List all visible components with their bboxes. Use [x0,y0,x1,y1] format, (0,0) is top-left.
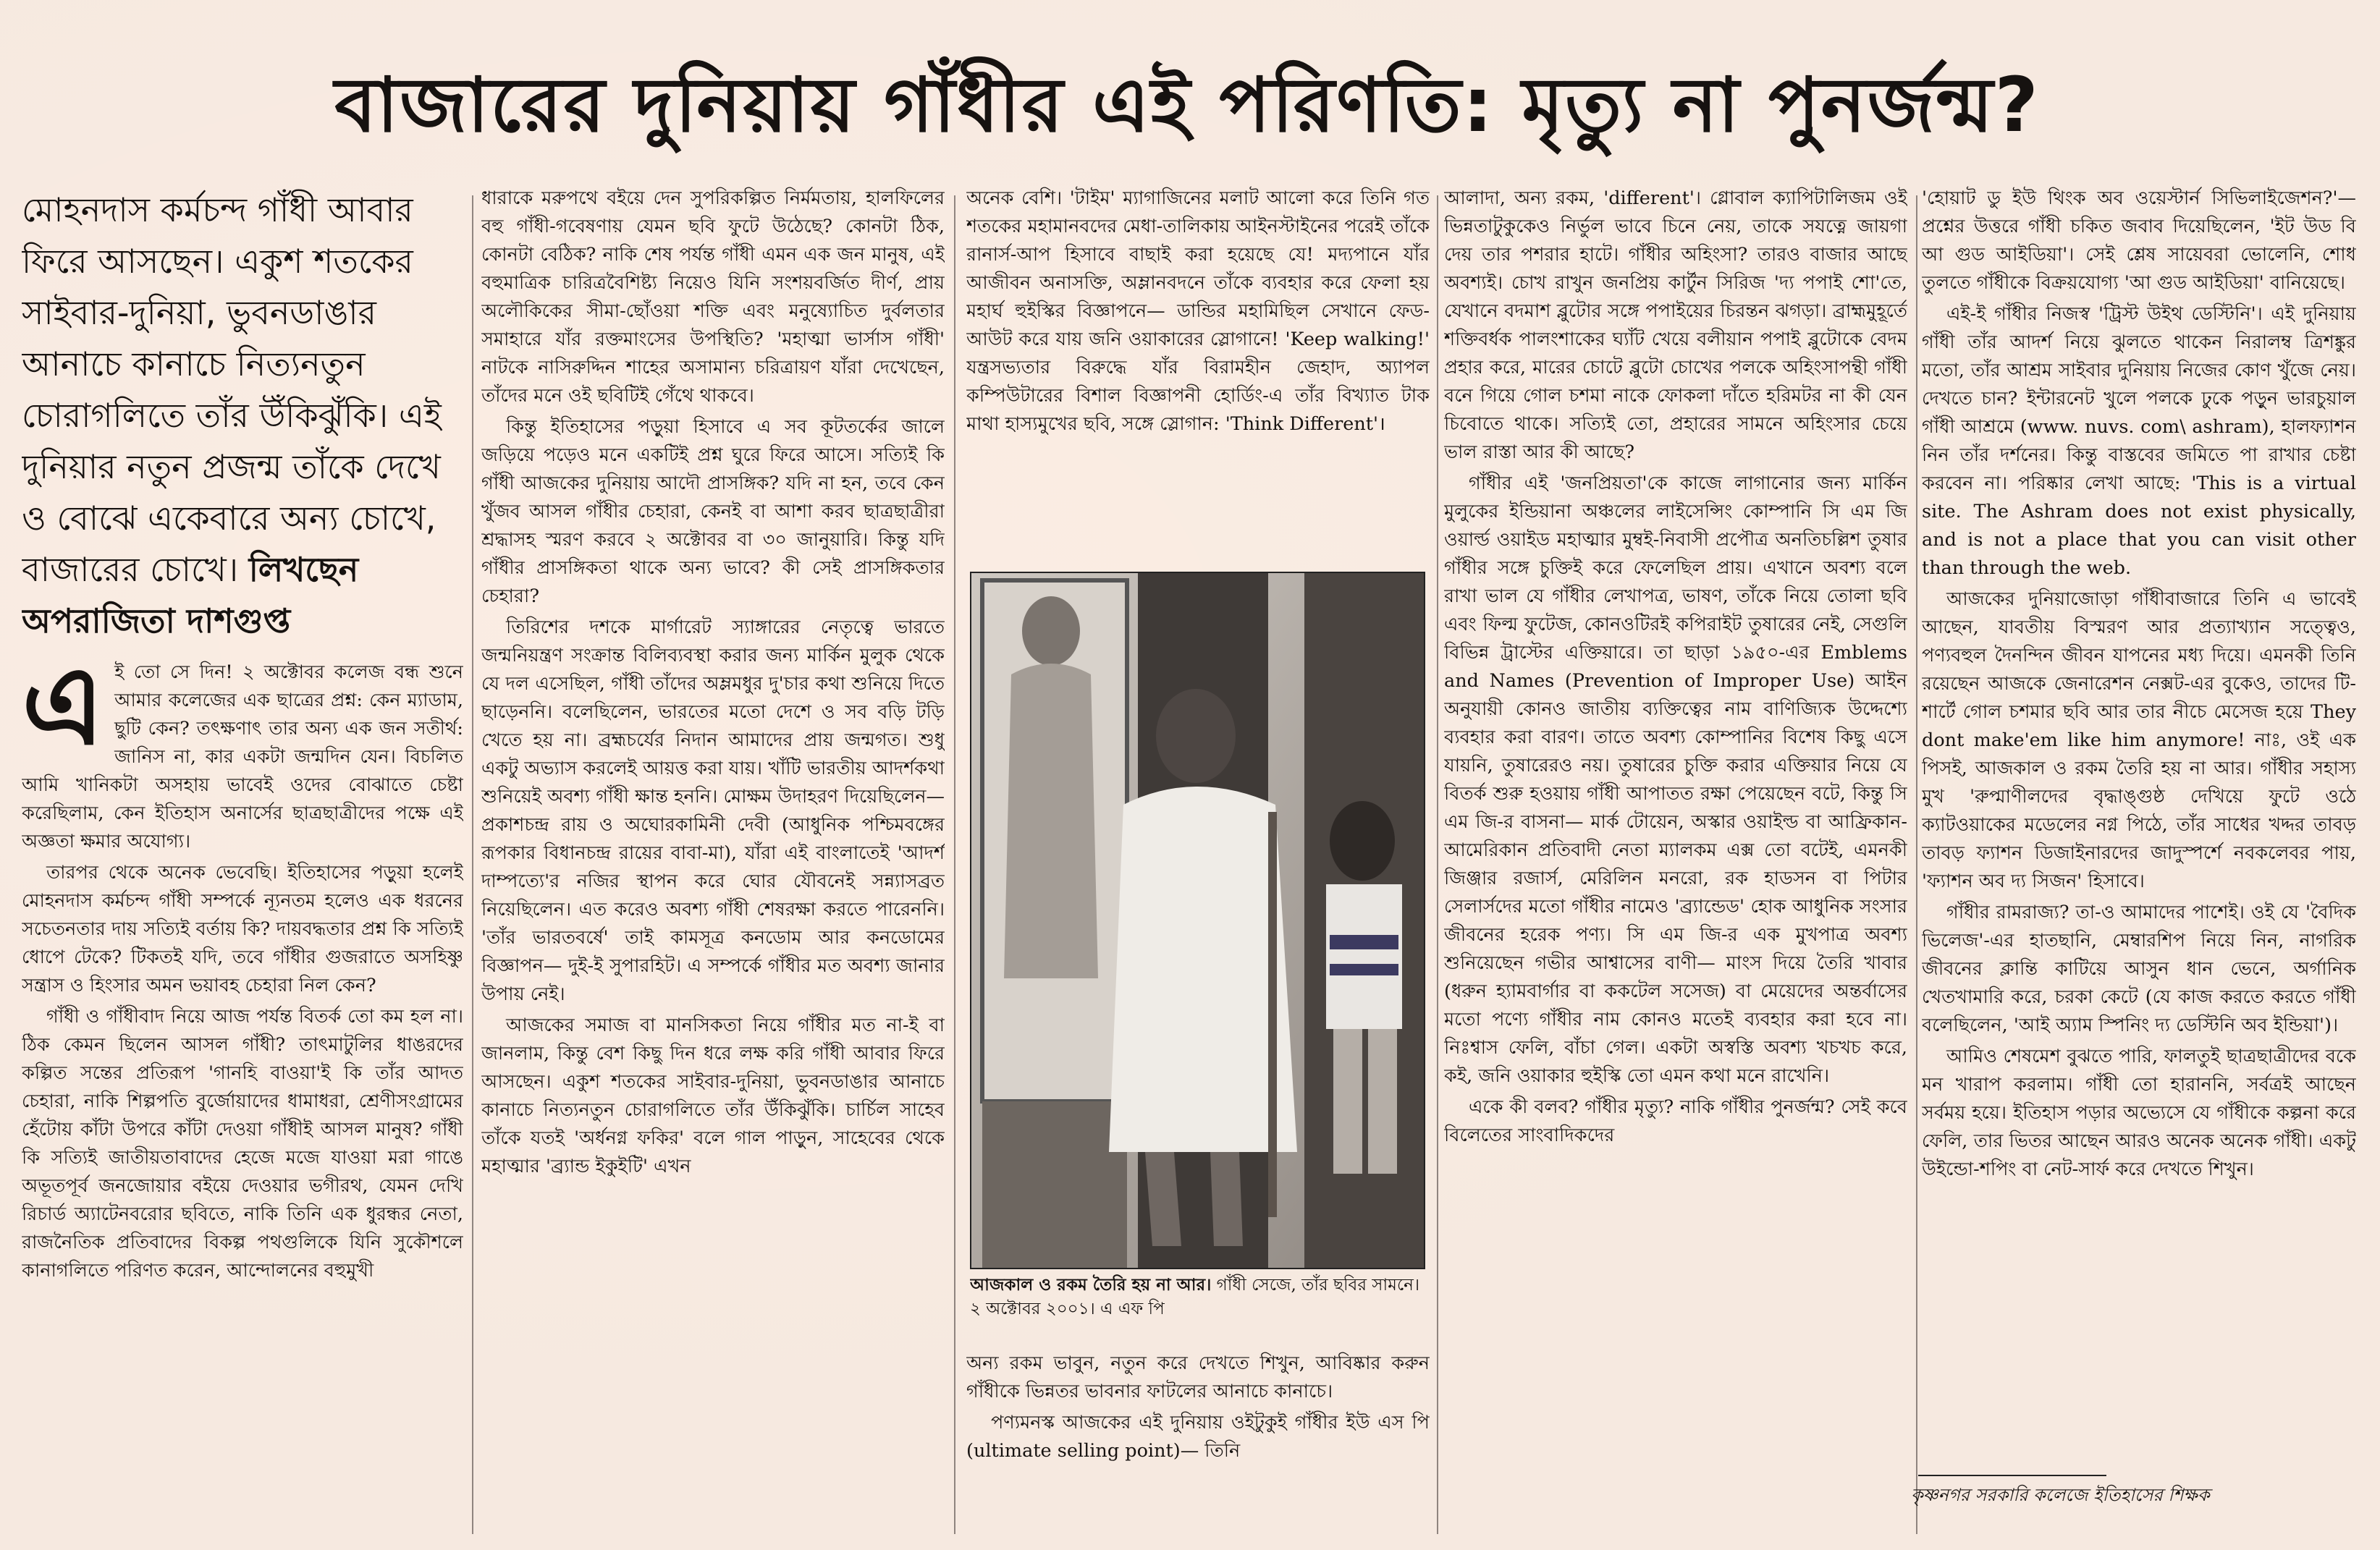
drop-cap: এ [22,643,105,769]
paragraph: গাঁধী ও গাঁধীবাদ নিয়ে আজ পর্যন্ত বিতর্ক তো কম হল না। ঠিক কেমন ছিলেন আসল গাঁধী? তাৎমাটুলির ধাঙরদের কল্পিত সন্তের প্রতিরূপ 'গানহি বাওয়া'ই কি তাঁর আদত চেহারা, নাকি শিল্পপতি বুর্জোয়াদের ধামাধরা, শ্রেণীসংগ্রামের হেঁটোয় কাঁটা উপরে কাঁটা দেওয়া গাঁধীই আসল মানুষ? গাঁধী কি সত্যিই জাতীয়তাবাদের হেজে মজে যাওয়া মরা গাঙে অভূতপূর্ব জনজোয়ার বইয়ে দেওয়ার ভগীরথ, যেমন দেখি রিচার্ড অ্যাটেনবরোর ছবিতে, নাকি তিনি এক ধুরন্ধর নেতা, রাজনৈতিক প্রতিবাদের বিকল্প পথগুলিকে যিনি সুকৌশলে কানাগলিতে পরিণত করেন, আন্দোলনের বহুমুখী [22,1006,463,1282]
paragraph: গাঁধীর এই 'জনপ্রিয়তা'কে কাজে লাগানোর জন্য মার্কিন মুলুকের ইন্ডিয়ানা অঞ্চলের লাইসেন্সিং কোম্পানি সি এম জি ওয়ার্ল্ড ওয়াইড মহাত্মার মুম্বই-নিবাসী প্রপৌত্র অনতিচল্লিশ তুষার গাঁধীর সঙ্গে চুক্তিই করে ফেলেছিল প্রায়। এখানে অবশ্য বলে রাখা ভাল যে গাঁধীর লেখাপত্র, ভাষণ, তাঁকে নিয়ে তোলা ছবি এবং ফিল্ম ফুটেজ, কোনওটিরই কপিরাইট তুষারের নেই, সেগুলি বিভিন্ন ট্রাস্টের এক্তিয়ারে। তা ছাড়া ১৯৫০-এর Emblems and Names (Prevention of Improper Use) আইন অনুযায়ী কোনও জাতীয় ব্যক্তিত্বের নাম বাণিজ্যিক উদ্দেশ্যে ব্যবহার করা বারণ। তাতে অবশ্য কোম্পানির বিশেষ কিছু এসে যায়নি, তুষারেরও নয়। তুষারের চুক্তি করার এক্তিয়ার নিয়ে যে বিতর্ক শুরু হওয়ায় গাঁধী আপাতত রক্ষা পেয়েছেন বটে, কিন্তু সি এম জি-র বাসনা— মার্ক টোয়েন, অস্কার ওয়াইল্ড বা আফ্রিকান-আমেরিকান প্রতিবাদী নেতা ম্যালকম এক্স তো বটেই, এমনকী জিঞ্জার রজার্স, মেরিলিন মনরো, রক হাডসন বা পিটার সেলার্সদের মতো গাঁধীর নামেও 'ব্র্যান্ডেড' হোক আধুনিক সংসার জীবনের হরেক পণ্য। সি এম জি-র এক মুখপাত্র অবশ্য শুনিয়েছেন গভীর আশ্বাসের বাণী— মাংস দিয়ে তৈরি খাবার (ধরুন হ্যামবার্গার বা ককটেল সসেজ) বা মেয়েদের অন্তর্বাসের মতো পণ্যে গাঁধীর নাম কোনও মতেই ব্যবহার করা হবে না। নিঃশ্বাস ফেলি, বাঁচা গেল। একটা অস্বস্তি অবশ্য খচখচ করে, কই, জনি ওয়াকার হুইস্কি তো এমন কথা মনে রাখেনি। [1444,473,1907,1087]
paragraph: এই-ই গাঁধীর নিজস্ব 'ট্রিস্ট উইথ ডেস্টিনি'। এই দুনিয়ায় গাঁধী তাঁর আদর্শ নিয়ে ঝুলতে থাকেন নিরালম্ব ত্রিশঙ্কুর মতো, তাঁর আশ্রম সাইবার দুনিয়ায় নিজের কোণ খুঁজে নেয়। দেখতে চান? ইন্টারনেট খুলে পলকে ঢুকে পড়ুন ভারচুয়াল গাঁধী আশ্রমে (www. nuvs. com\ ashram), হালফ্যাশন নিন তাঁর দর্শনের। কিন্তু বাস্তবের জমিতে পা রাখার চেষ্টা করবেন না। পরিষ্কার লেখা আছে: 'This is a virtual site. The Ashram does not exist physically, and is not a place that you can visit other than through the web. [1922,303,2356,579]
column-4 [1444,185,1907,1530]
paragraph: তিরিশের দশকে মার্গারেট স্যাঙ্গারের নেতৃত্বে ভারতে জন্মনিয়ন্ত্রণ সংক্রান্ত বিলিব্যবস্থা করার জন্য মার্কিন মুলুক থেকে যে দল এসেছিল, গাঁধী তাঁদের অম্লমধুর দু'চার কথা শুনিয়ে দিতে ছাড়েননি। বলেছিলেন, ভারতের মতো দেশে ও সব বড়ি টড়ি খেতে হয় না। ব্রহ্মচর্যের নিদান আমাদের প্রায় জন্মগত। শুধু একটু অভ্যাস করলেই আয়ত্ত করা যায়। খাঁটি ভারতীয় আদর্শকথা শুনিয়েই অবশ্য গাঁধী ক্ষান্ত হননি। মোক্ষম উদাহরণ দিয়েছিলেন— প্রকাশচন্দ্র রায় ও অঘোরকামিনী দেবী (আধুনিক পশ্চিমবঙ্গের রূপকার বিধানচন্দ্র রায়ের বাবা-মা), যাঁরা এই বাংলাতেই 'আদর্শ দাম্পত্যে'র নজির স্থাপন করে ঘোর যৌবনেই সন্ন্যাসব্রত নিয়েছিলেন। এত করেও অবশ্য গাঁধী শেষরক্ষা করতে পারেননি। 'তাঁর ভারতবর্ষে' তাই কামসূত্র কনডোম আর কনডোমের বিজ্ঞাপন— দুই-ই সুপারহিট। এ সম্পর্কে গাঁধীর মত অবশ্য জানার উপায় নেই। [481,617,945,1005]
column-3-top [966,185,1430,561]
author-note: কৃষ্ণনগর সরকারি কলেজে ইতিহাসের শিক্ষক [1911,1485,2210,1505]
paragraph: অনেক বেশি। 'টাইম' ম্যাগাজিনের মলাট আলো করে তিনি গত শতকের মহামানবদের মেধা-তালিকায় আইনস্টাইনের পরেই তাঁকে রানার্স-আপ হিসাবে বাছাই করা হয়েছে যে! মদ্যপানে যাঁর আজীবন অনাসক্তি, অম্লানবদনে তাঁকে ব্যবহার করে ফেলা হয় মহার্ঘ হুইস্কির বিজ্ঞাপনে— ডান্ডির মহামিছিল সেখানে ফেড-আউট করে যায় জনি ওয়াকারের স্লোগানে! 'Keep walking!' যন্ত্রসভ্যতার বিরুদ্ধে যাঁর বিরামহীন জেহাদ, অ্যাপল কম্পিউটারের বিশাল বিজ্ঞাপনী হোর্ডিং-এ তাঁর বিখ্যাত টাক মাথা হাস্যমুখের ছবি, সঙ্গে স্লোগান: 'Think Different'। [966,187,1430,435]
photo-caption [970,1274,1422,1346]
paragraph: পণ্যমনস্ক আজকের এই দুনিয়ায় ওইটুকুই গাঁধীর ইউ এস পি (ultimate selling point)— তিনি [966,1412,1430,1462]
column-2 [481,185,945,1530]
paragraph: ধারাকে মরুপথে বইয়ে দেন সুপরিকল্পিত নির্মমতায়, হালফিলের বহু গাঁধী-গবেষণায় যেমন ছবি ফুটে উঠেছে? কোনটা ঠিক, কোনটা বেঠিক? নাকি শেষ পর্যন্ত গাঁধী এমন এক জন মানুষ, এই বহুমাত্রিক চারিত্রবৈশিষ্ট্য নিয়েও যিনি সংশয়বর্জিত দীর্ণ, প্রায় অলৌকিকের সীমা-ছোঁওয়া শক্তি এবং মনুষ্যোচিত দুর্বলতার সমাহারে যাঁর রক্তমাংসের উপস্থিতি? 'মহাত্মা ভার্সাস গাঁধী' নাটকে নাসিরুদ্দিন শাহের অসামান্য চরিত্রায়ণ যাঁরা দেখেছেন, তাঁদের মনে ওই ছবিটিই গেঁথে থাকবে। [481,187,945,407]
paragraph: একে কী বলব? গাঁধীর মৃত্যু? নাকি গাঁধীর পুনর্জন্ম? সেই কবে বিলেতের সাংবাদিকদের [1444,1096,1907,1146]
photo-illustration [971,573,1424,1268]
paragraph: আজকের দুনিয়াজোড়া গাঁধীবাজারে তিনি এ ভাবেই আছেন, যাবতীয় বিস্মরণ আর প্রত্যাখ্যান সত্ত্বেও, পণ্যবহুল দৈনন্দিন জীবন যাপনের মধ্য দিয়ে। এমনকী তিনি রয়েছেন আজকে জেনারেশন নেক্সট-এর বুকেও, তাদের টি-শার্টে গোল চশমার ছবি আর তার নীচে মেসেজ হয়ে They dont make'em like him anymore! নাঃ, ওই এক পিসই, আজকাল ও রকম তৈরি হয় না আর। গাঁধীর সহাস্য মুখ 'রুপ্মাণীলদের বৃদ্ধাঙ্গুষ্ঠ দেখিয়ে ফুটে ওঠে ক্যাটওয়াকের মডেলের নগ্ন পিঠে, তাঁর সাধের খদ্দর তাবড় তাবড় ফ্যাশন ডিজাইনারদের জাদুস্পর্শে নবকলেবর পায়, 'ফ্যাশন অব দ্য সিজন' হিসাবে। [1922,588,2356,892]
headline: বাজারের দুনিয়ায় গাঁধীর এই পরিণতি: মৃত্যু না পুনর্জন্ম? [334,61,2040,149]
caption-lead: আজকাল ও রকম তৈরি হয় না আর। [970,1276,1212,1295]
byline: লিখছেন অপরাজিতা দাশগুপ্ত [22,550,359,640]
paragraph: আলাদা, অন্য রকম, 'different'। গ্লোবাল ক্যাপিটালিজম ওই ভিন্নতাটুকুকেও নির্ভুল ভাবে চিনে নেয়, তাকে সযত্নে জায়গা দেয় তার পশরার হাটে। গাঁধীর অহিংসা? তারও বাজার আছে অবশ্যই। চোখ রাখুন জনপ্রিয় কার্টুন সিরিজ 'দ্য পপাই শো'তে, যেখানে বদমাশ ব্লুটোর সঙ্গে পপাইয়ের চিরন্তন ঝগড়া। ব্রাহ্মমুহূর্তে শক্তিবর্ধক পালংশাকের ঘ্যাঁট খেয়ে বলীয়ান পপাই ব্লুটোকে বেদম প্রহার করে, মারের চোটে ব্লুটো চোখের পলকে অহিংসাপন্থী গাঁধী বনে গিয়ে গোল চশমা নাকে ফোকলা দাঁতে হরিমটর না কী যেন চিবোতে থাকে। সত্যিই তো, প্রহারের সামনে অহিংসার চেয়ে ভাল রাস্তা আর কী আছে? [1444,187,1907,463]
column-divider [954,195,955,1534]
column-5 [1922,185,2356,1465]
column-divider [1916,195,1917,1534]
paragraph: গাঁধীর রামরাজ্য? তা-ও আমাদের পাশেই। ওই যে 'বৈদিক ভিলেজ'-এর হাতছানি, মেম্বারশিপ নিয়ে নিন, নাগরিক জীবনের ক্লান্তি কাটিয়ে আসুন ধান ভেনে, অর্গানিক খেতখামারি করে, চরকা কেটে (যে কাজ করতে করতে গাঁধী বলেছিলেন, 'আই অ্যাম স্পিনিং দ্য ডেস্টিনি অব ইন্ডিয়া')। [1922,902,2356,1036]
standfirst-text: মোহনদাস কর্মচন্দ গাঁধী আবার ফিরে আসছেন। একুশ শতকের সাইবার-দুনিয়া, ভুবনডাঙার আনাচে কানাচে নিত্যনতুন চোরাগলিতে তাঁর উঁকিঝুঁকি। এই দুনিয়ার নতুন প্রজন্ম তাঁকে দেখে ও বোঝে একেবারে অন্য চোখে, বাজারের চোখে। [22,190,442,589]
column-1 [22,185,463,1530]
paragraph: অন্য রকম ভাবুন, নতুন করে দেখতে শিখুন, আবিষ্কার করুন গাঁধীকে ভিন্নতর ভাবনার ফাটলের আনাচে কানাচে। [966,1352,1430,1402]
column-divider [472,195,473,1534]
author-note-divider [1918,1475,2106,1476]
paragraph: 'হোয়াট ডু ইউ থিংক অব ওয়েস্টার্ন সিভিলাইজেশন?'— প্রশ্নের উত্তরে গাঁধী চকিত জবাব দিয়েছিলেন, 'ইট উড বি আ গুড আইডিয়া'। সেই শ্লেষ সায়েবরা ভোলেনি, শোধ তুলতে গাঁধীকে বিক্রয়যোগ্য 'আ গুড আইডিয়া' বানিয়েছে। [1922,187,2356,294]
caption-text: গাঁধী সেজে, তাঁর ছবির সামনে। ২ অক্টোবর ২০০১। এ এফ পি [970,1276,1420,1318]
column-divider [1437,195,1438,1534]
paragraph: আমিও শেষমেশ বুঝতে পারি, ফালতুই ছাত্রছাত্রীদের বকে মন খারাপ করলাম। গাঁধী তো হারাননি, সর্বত্রই আছেন সর্বময় হয়ে। ইতিহাস পড়ার অভ্যেসে যে গাঁধীকে কল্পনা করে ফেলি, তার ভিতর আছেন আরও অনেক অনেক গাঁধী। একটু উইন্ডো-শপিং বা নেট-সার্ফ করে দেখতে শিখুন। [1922,1046,2356,1180]
paragraph: আজকের সমাজ বা মানসিকতা নিয়ে গাঁধীর মত না-ই বা জানলাম, কিন্তু বেশ কিছু দিন ধরে লক্ষ করি গাঁধী আবার ফিরে আসছেন। একুশ শতকের সাইবার-দুনিয়া, ভুবনডাঙার আনাচে কানাচে নিত্যনতুন চোরাগলিতে তাঁর উঁকিঝুঁকি। চার্চিল সাহেব তাঁকে যতই 'অর্ধনগ্ন ফকির' বলে গাল পাড়ুন, সাহেবের থেকে মহাত্মার 'ব্র্যান্ড ইকুইটি' এখন [481,1015,945,1177]
photo-gandhi-lookalike [970,572,1425,1269]
paragraph: কিন্তু ইতিহাসের পড়ুয়া হিসাবে এ সব কূটতর্কের জালে জড়িয়ে পড়েও মনে একটিই প্রশ্ন ঘুরে ফিরে আসে। সত্যিই কি গাঁধী আজকের দুনিয়ায় আদৌ প্রাসঙ্গিক? যদি না হন, তবে কেন খুঁজব আসল গাঁধীর চেহারা, কেনই বা আশা করব ছাত্রছাত্রীরা শ্রদ্ধাসহ স্মরণ করবে ২ অক্টোবর বা ৩০ জানুয়ারি। কিন্তু যদি গাঁধীর প্রাসঙ্গিকতা থাকে অন্য ভাবে? কী সেই প্রাসঙ্গিকতার চেহারা? [481,416,945,607]
column-3-bottom [966,1350,1430,1534]
paragraph: তারপর থেকে অনেক ভেবেছি। ইতিহাসের পড়ুয়া হলেই মোহনদাস কর্মচন্দ গাঁধী সম্পর্কে ন্যূনতম হলেও এক ধরনের সচেতনতার দায় সত্যিই বর্তায় কি? দায়বদ্ধতার প্রশ্ন কি সত্যিই ধোপে টেকে? টিকতই যদি, তবে গাঁধীর গুজরাতে অসহিষ্ণু সন্ত্রাস ও হিংসার অমন ভয়াবহ চেহারা নিল কেন? [22,862,463,996]
paragraph: এই তো সে দিন! ২ অক্টোবর কলেজ বন্ধ শুনে আমার কলেজের এক ছাত্রের প্রশ্ন: কেন ম্যাডাম, ছুটি কেন? তৎক্ষণাৎ তার অন্য এক জন সতীর্থ: জানিস না, কার একটা জন্মদিন যেন। বিচলিত আমি খানিকটা অসহায় ভাবেই ওদের বোঝাতে চেষ্টা করেছিলাম, কেন ইতিহাস অনার্সের ছাত্রছাত্রীদের পক্ষে এই অজ্ঞতা ক্ষমার অযোগ্য। [22,643,463,852]
standfirst [22,185,463,647]
